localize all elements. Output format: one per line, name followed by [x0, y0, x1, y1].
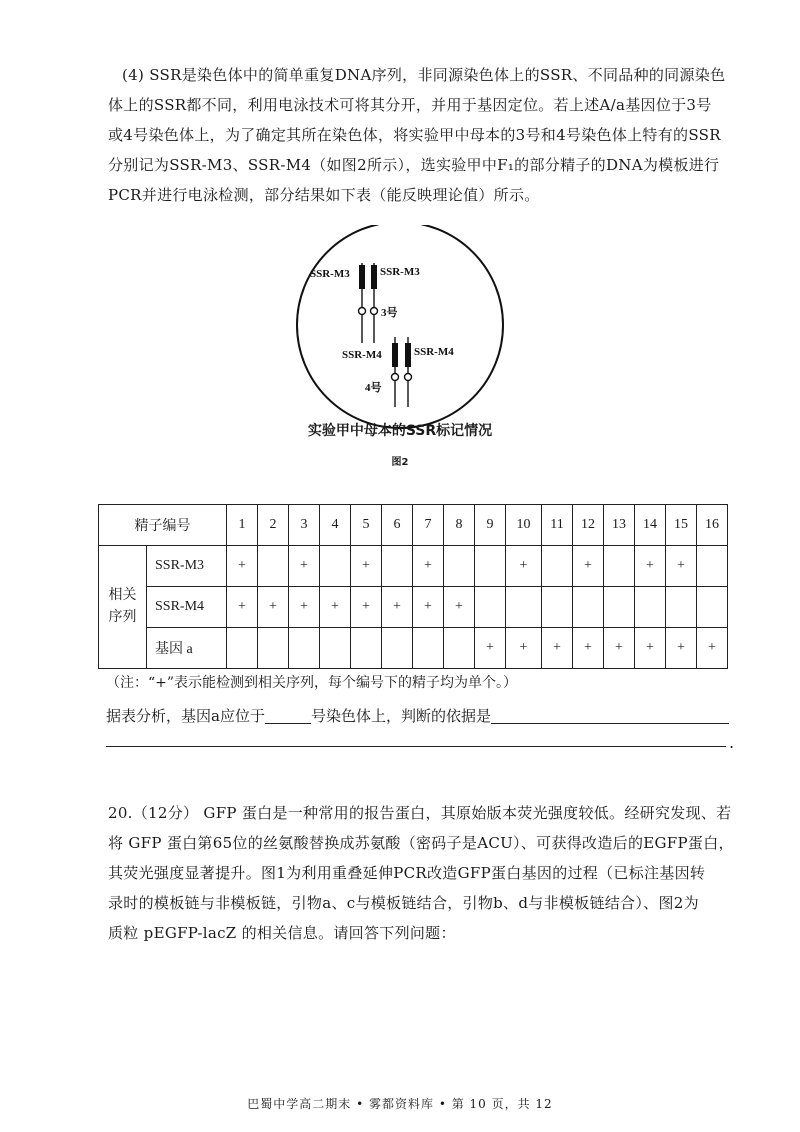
text-line: 20.（12分） GFP 蛋白是一种常用的报告蛋白，其原始版本荧光强度较低。经研究发现、若 — [108, 804, 732, 822]
column-number: 5 — [351, 505, 382, 546]
table-cell: + — [573, 546, 604, 587]
column-number: 14 — [635, 505, 666, 546]
table-cell — [604, 587, 635, 628]
row-label: SSR-M3 — [147, 546, 227, 587]
text-line: 其荧光强度显著提升。图1为利用重叠延伸PCR改造GFP蛋白基因的过程（已标注基因转 — [108, 864, 706, 882]
ssr-m4-band-left — [392, 343, 398, 367]
table-row — [99, 546, 728, 587]
group-label-line: 相关 — [108, 588, 137, 603]
table-cell: + — [506, 546, 542, 587]
table-cell: + — [604, 628, 635, 669]
table-cell: + — [666, 546, 697, 587]
ssr-m3-band-right — [371, 265, 377, 289]
column-number: 4 — [320, 505, 351, 546]
group-label-line: 序列 — [108, 610, 137, 625]
table-cell — [506, 587, 542, 628]
question-20-text — [108, 798, 758, 948]
fill-in-question — [106, 702, 729, 730]
table-cell: + — [258, 587, 289, 628]
table-row — [99, 628, 728, 669]
table-cell — [475, 587, 506, 628]
table-cell — [382, 628, 413, 669]
column-number: 6 — [382, 505, 413, 546]
text-line: 或4号染色体上，为了确定其所在染色体，将实验甲中母本的3号和4号染色体上特有的SSR — [108, 126, 721, 144]
end-period: . — [729, 733, 735, 752]
table-row — [99, 587, 728, 628]
column-number: 8 — [444, 505, 475, 546]
table-cell — [542, 546, 573, 587]
text-line: 将 GFP 蛋白第65位的丝氨酸替换成苏氨酸（密码子是ACU）、可获得改造后的EGFP蛋白， — [108, 834, 734, 852]
text-line: (4) SSR是染色体中的简单重复DNA序列，非同源染色体上的SSR、不同品种的同源染色 — [122, 66, 726, 84]
answer-blank-chromosome[interactable] — [265, 706, 311, 724]
table-cell: + — [351, 587, 382, 628]
table-cell: + — [351, 546, 382, 587]
table-cell: + — [697, 628, 728, 669]
table-cell — [289, 628, 320, 669]
label-chr4: 4号 — [365, 382, 382, 394]
table-cell — [475, 546, 506, 587]
table-cell — [258, 628, 289, 669]
table-cell: + — [289, 546, 320, 587]
table-cell — [573, 587, 604, 628]
text-line: 录时的模板链与非模板链，引物a、c与模板链结合，引物b、d与非模板链结合）、图2为 — [108, 894, 699, 912]
table-cell: + — [573, 628, 604, 669]
table-cell: + — [320, 587, 351, 628]
table-cell — [604, 546, 635, 587]
answer-blank-reason[interactable] — [491, 706, 729, 724]
table-cell — [444, 546, 475, 587]
figure-circle — [297, 225, 503, 428]
answer-blank-reason-continued[interactable] — [106, 746, 726, 747]
table-cell — [666, 587, 697, 628]
table-cell — [542, 587, 573, 628]
column-number: 9 — [475, 505, 506, 546]
table-cell: + — [542, 628, 573, 669]
table-cell — [382, 546, 413, 587]
column-number: 15 — [666, 505, 697, 546]
table-cell — [444, 628, 475, 669]
table-cell: + — [413, 587, 444, 628]
text-line: PCR并进行电泳检测，部分结果如下表（能反映理论值）所示。 — [108, 186, 540, 204]
label-ssr-m3-left: SSR-M3 — [310, 268, 350, 280]
table-cell: + — [475, 628, 506, 669]
table-cell — [351, 628, 382, 669]
sperm-ssr-table — [98, 504, 728, 669]
table-cell: + — [635, 546, 666, 587]
label-ssr-m4-left: SSR-M4 — [342, 349, 382, 361]
table-cell: + — [382, 587, 413, 628]
column-number: 12 — [573, 505, 604, 546]
table-header-row — [99, 505, 728, 546]
label-chr3: 3号 — [381, 307, 398, 319]
table-cell: + — [413, 546, 444, 587]
figure-caption: 实验甲中母本的SSR标记情况 — [307, 423, 493, 439]
column-number: 10 — [506, 505, 542, 546]
column-number: 2 — [258, 505, 289, 546]
table-cell — [320, 628, 351, 669]
table-cell: + — [227, 546, 258, 587]
table-cell: + — [506, 628, 542, 669]
row-label: SSR-M4 — [147, 587, 227, 628]
table-cell: + — [444, 587, 475, 628]
table-cell: + — [666, 628, 697, 669]
table-cell: + — [227, 587, 258, 628]
row-label: 基因 a — [147, 628, 227, 669]
question-text: 据表分析，基因a应位于 — [106, 707, 265, 725]
table-cell: + — [635, 628, 666, 669]
figure-label: 图2 — [391, 457, 409, 468]
table-cell — [697, 546, 728, 587]
table-cell — [258, 546, 289, 587]
table-cell — [320, 546, 351, 587]
table-cell — [635, 587, 666, 628]
ssr-m4-band-right — [405, 343, 411, 367]
column-number: 16 — [697, 505, 728, 546]
question-4-text — [108, 60, 758, 210]
label-ssr-m4-right: SSR-M4 — [414, 346, 454, 358]
table-cell: + — [289, 587, 320, 628]
table-note: （注：“+”表示能检测到相关序列，每个编号下的精子均为单个。） — [106, 675, 518, 691]
column-number: 11 — [542, 505, 573, 546]
table-header-label: 精子编号 — [99, 505, 227, 546]
column-number: 7 — [413, 505, 444, 546]
column-number: 13 — [604, 505, 635, 546]
ssr-m3-band-left — [359, 265, 365, 289]
text-line: 体上的SSR都不同，利用电泳技术可将其分开，并用于基因定位。若上述A/a基因位于3号 — [108, 96, 712, 114]
table-cell — [227, 628, 258, 669]
question-text: 号染色体上，判断的依据是 — [310, 707, 491, 725]
column-number: 1 — [227, 505, 258, 546]
table-cell — [697, 587, 728, 628]
column-number: 3 — [289, 505, 320, 546]
text-line: 质粒 pEGFP-lacZ 的相关信息。请回答下列问题： — [108, 924, 456, 942]
table-cell — [413, 628, 444, 669]
label-ssr-m3-right: SSR-M3 — [380, 266, 420, 278]
text-line: 分别记为SSR-M3、SSR-M4（如图2所示），选实验甲中F₁的部分精子的DNA为模板进行 — [108, 156, 720, 174]
group-label — [99, 546, 147, 669]
page-footer: 巴蜀中学高二期末 • 雾都资料库 • 第 10 页，共 12 — [247, 1097, 553, 1111]
